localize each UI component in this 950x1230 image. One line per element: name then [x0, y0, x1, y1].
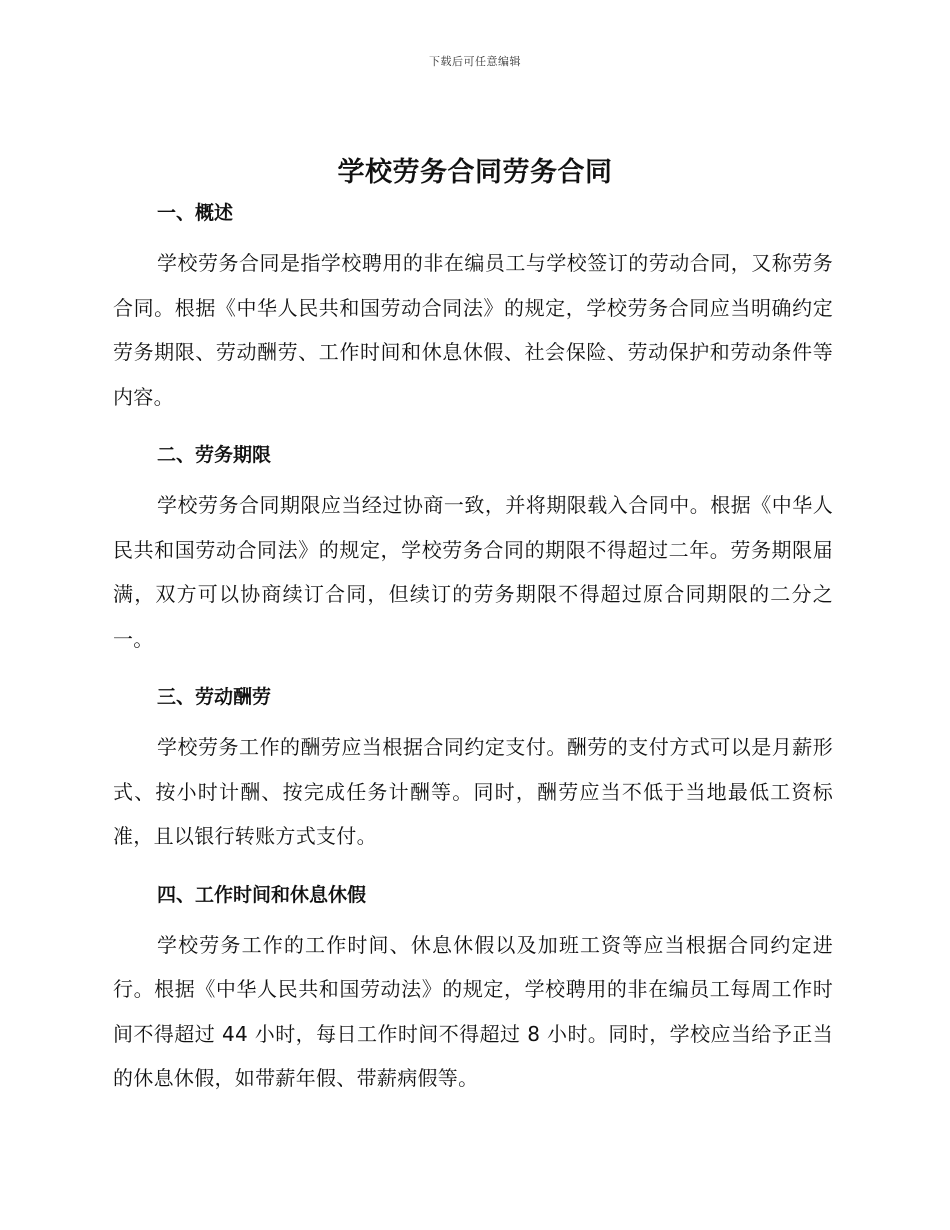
- section-remuneration: [113, 679, 833, 859]
- section-heading: 一、概述: [157, 202, 234, 224]
- section-heading: 二、劳务期限: [157, 444, 272, 466]
- section-paragraph: 学校劳务合同期限应当经过协商一致，并将期限载入合同中。根据《中华人民共和国劳动合同法》的规定，学校劳务合同的期限不得超过二年。劳务期限届满，双方可以协商续订合同，但续订的劳务期限不得超过原合同期限的二分之一。: [113, 493, 833, 651]
- section-heading: 四、工作时间和休息休假: [157, 883, 367, 906]
- header-note: 下载后可任意编辑: [429, 55, 521, 68]
- section-term: [113, 437, 833, 661]
- section-paragraph: 学校劳务工作的酬劳应当根据合同约定支付。酬劳的支付方式可以是月薪形式、按小时计酬、按完成任务计酬等。同时，酬劳应当不低于当地最低工资标准，且以银行转账方式支付。: [113, 735, 833, 848]
- section-working-hours: [113, 877, 833, 1101]
- section-paragraph: 学校劳务合同是指学校聘用的非在编员工与学校签订的劳动合同，又称劳务合同。根据《中华人民共和国劳动合同法》的规定，学校劳务合同应当明确约定劳务期限、劳动酬劳、工作时间和休息休假、社会保险、劳动保护和劳动条件等内容。: [113, 251, 833, 409]
- document-title: 学校劳务合同劳务合同: [337, 157, 613, 188]
- document-body: [113, 195, 833, 1119]
- section-heading: 三、劳动酬劳: [157, 686, 272, 708]
- section-overview: [113, 195, 833, 419]
- section-paragraph: 学校劳务工作的工作时间、休息休假以及加班工资等应当根据合同约定进行。根据《中华人民共和国劳动法》的规定，学校聘用的非在编员工每周工作时间不得超过 44 小时，每日工作时间不得超过 8 小时。同时，学校应当给予正当的休息休假，如带薪年假、带薪病假等。: [113, 932, 833, 1090]
